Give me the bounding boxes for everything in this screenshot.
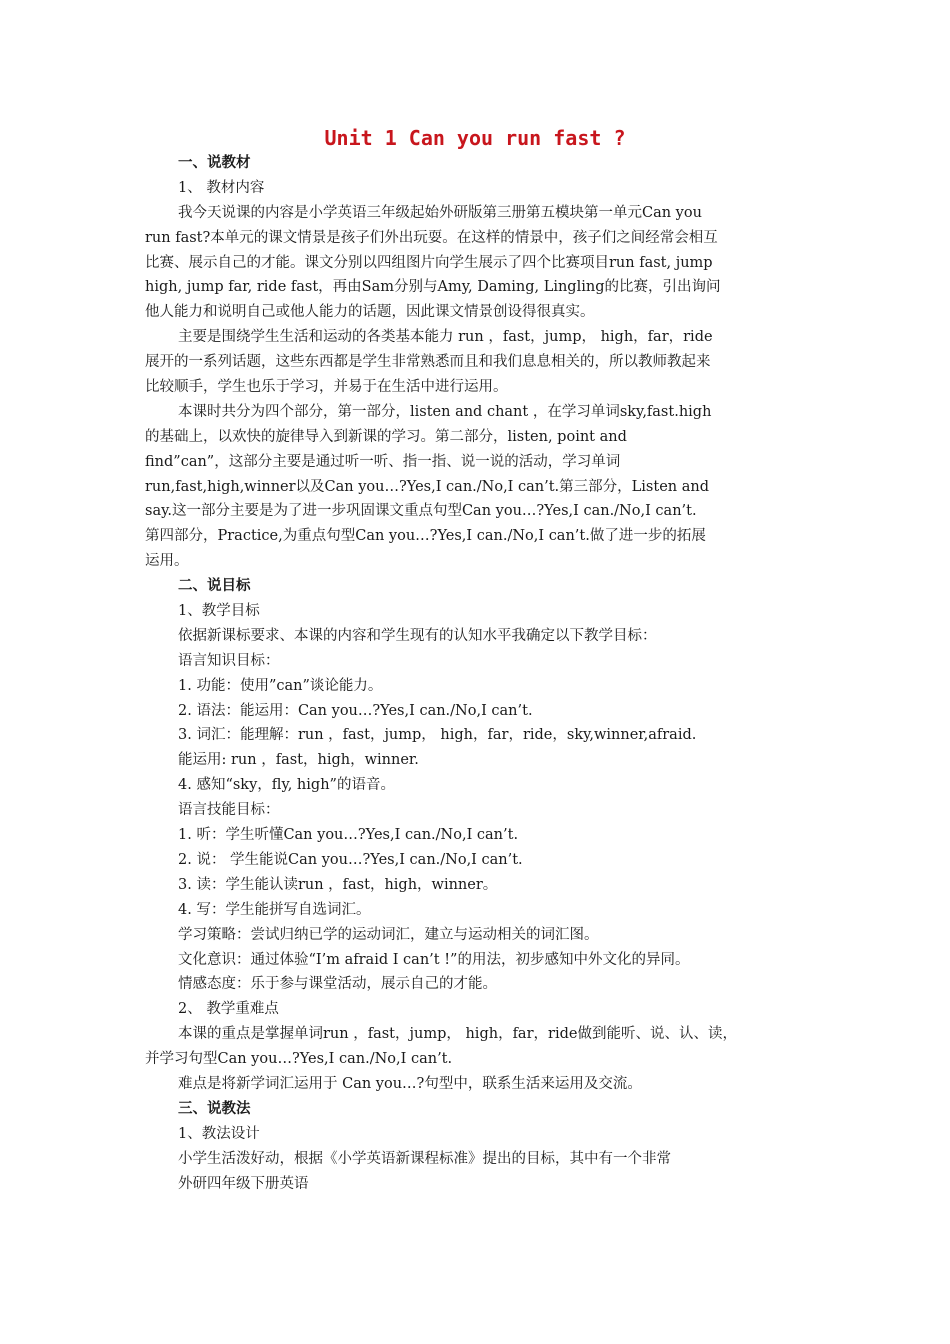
text-line: 主要是围绕学生生活和运动的各类基本能力 run ，fast，jump， high，far，ride: [178, 329, 713, 346]
text-line: 文化意识：通过体验“I’m afraid I can’t !”的用法，初步感知中外文化的异同。: [178, 951, 690, 968]
text-line: 他人能力和说明自己或他人能力的话题，因此课文情景创设得很真实。: [145, 304, 595, 321]
text-line: 并学习句型Can you…?Yes,I can./No,I can’t.: [145, 1051, 453, 1068]
section-heading: 三、说教法: [178, 1099, 251, 1117]
text-line: 能运用: run ，fast，high，winner.: [178, 752, 419, 769]
text-line: 3. 读：学生能认读run ，fast，high，winner。: [178, 876, 498, 893]
text-line: 2. 说： 学生能说Can you…?Yes,I can./No,I can’t.: [178, 851, 523, 868]
document-title: Unit 1 Can you run fast ?: [324, 126, 626, 150]
text-line: 依据新课标要求、本课的内容和学生现有的认知水平我确定以下教学目标：: [178, 627, 657, 644]
text-line: 3. 词汇：能理解：run ，fast，jump， high，far，ride，sky,winner,afraid.: [178, 727, 697, 744]
text-line: 1、教法设计: [178, 1125, 260, 1142]
section-heading: 一、说教材: [178, 154, 251, 171]
text-line: 2、 教学重难点: [178, 1001, 279, 1018]
text-line: 小学生活泼好动，根据《小学英语新课程标准》提出的目标，其中有一个非常: [178, 1150, 671, 1167]
document-body: [145, 151, 815, 1196]
text-line: 1. 听：学生听懂Can you…?Yes,I can./No,I can’t.: [178, 827, 519, 844]
text-line: say.这一部分主要是为了进一步巩固课文重点句型Can you…?Yes,I can./No,I can’t.: [145, 503, 697, 520]
text-line: 外研四年级下册英语: [178, 1175, 309, 1192]
text-line: 展开的一系列话题，这些东西都是学生非常熟悉而且和我们息息相关的，所以教师教起来: [145, 354, 711, 371]
text-line: run,fast,high,winner以及Can you…?Yes,I can./No,I can’t.第三部分，Listen and: [145, 478, 709, 495]
text-line: 1、教学目标: [178, 603, 260, 620]
text-line: 学习策略：尝试归纳已学的运动词汇，建立与运动相关的词汇图。: [178, 926, 599, 943]
text-line: 4. 写：学生能拼写自选词汇。: [178, 901, 371, 918]
section-heading: 二、说目标: [178, 577, 251, 595]
text-line: 1、 教材内容: [178, 179, 265, 196]
text-line: 比较顺手，学生也乐于学习，并易于在生活中进行运用。: [145, 379, 508, 396]
text-line: 2. 语法：能运用：Can you…?Yes,I can./No,I can’t.: [178, 702, 533, 719]
text-line: 情感态度：乐于参与课堂活动，展示自己的才能。: [178, 976, 497, 993]
text-line: high, jump far, ride fast，再由Sam分别与Amy, Daming, Lingling的比赛，引出询问: [145, 279, 721, 296]
text-line: 本课的重点是掌握单词run ，fast，jump， high，far，ride做到能听、说、认、读，: [178, 1026, 737, 1043]
text-line: 我今天说课的内容是小学英语三年级起始外研版第三册第五模块第一单元Can you: [178, 204, 702, 221]
text-line: 1. 功能：使用”can”谈论能力。: [178, 677, 383, 694]
text-line: 难点是将新学词汇运用于 Can you…?句型中，联系生活来运用及交流。: [178, 1075, 642, 1092]
text-line: 本课时共分为四个部分，第一部分，listen and chant ，在学习单词sky,fast.high: [178, 403, 712, 420]
text-line: 语言知识目标：: [178, 652, 280, 669]
text-line: 4. 感知“sky，fly, high”的语音。: [178, 777, 395, 794]
text-line: 运用。: [145, 553, 189, 570]
text-line: 的基础上，以欢快的旋律导入到新课的学习。第二部分，listen, point and: [145, 428, 627, 445]
text-line: 语言技能目标：: [178, 802, 280, 819]
text-line: 比赛、展示自己的才能。课文分别以四组图片向学生展示了四个比赛项目run fast, jump: [145, 254, 713, 271]
text-line: 第四部分，Practice,为重点句型Can you…?Yes,I can./No,I can’t.做了进一步的拓展: [145, 528, 706, 545]
text-line: find”can”，这部分主要是通过听一听、指一指、说一说的活动，学习单词: [145, 453, 621, 470]
text-line: run fast?本单元的课文情景是孩子们外出玩耍。在这样的情景中，孩子们之间经常会相互: [145, 229, 718, 246]
